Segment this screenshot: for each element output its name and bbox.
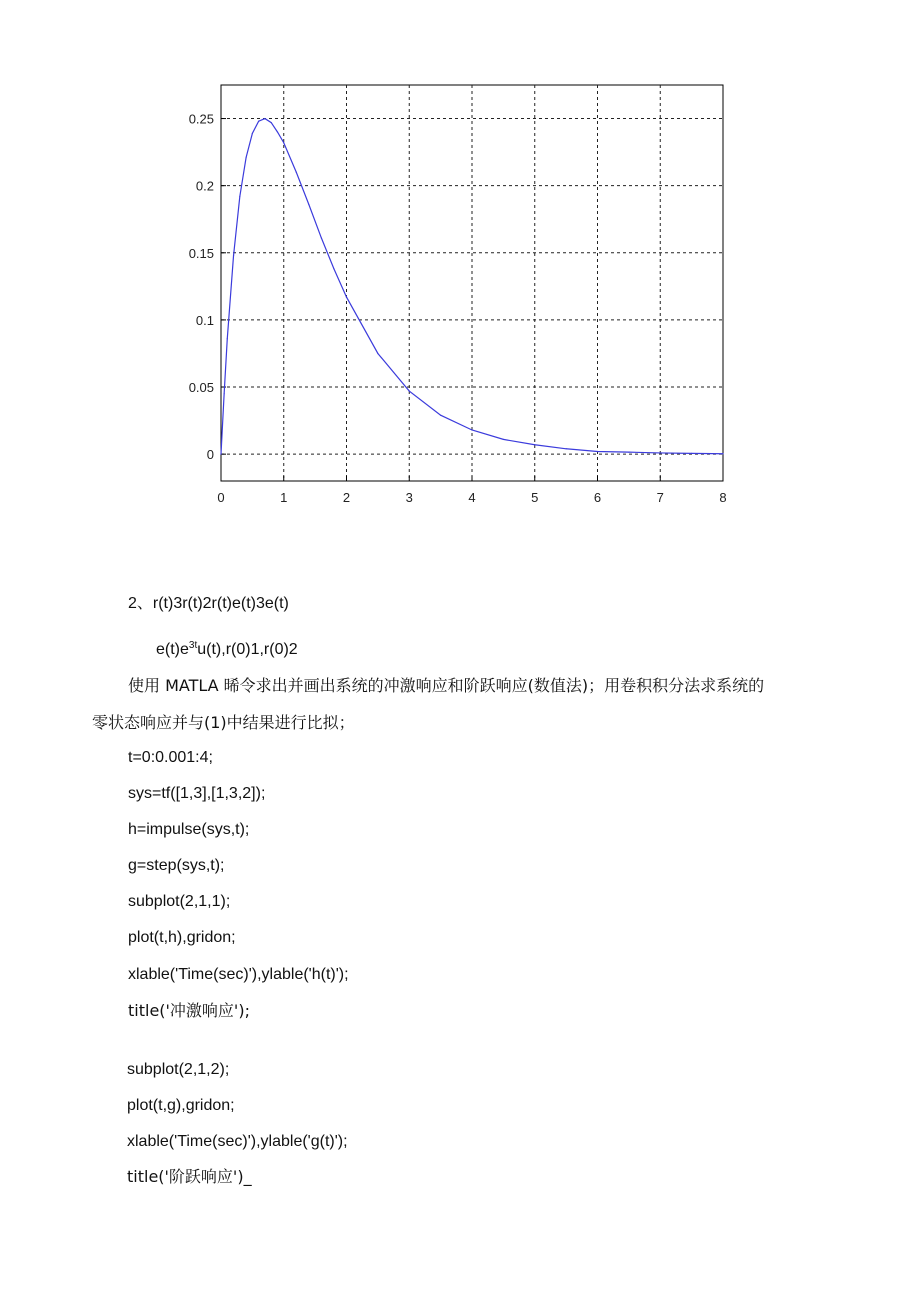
data-point [409, 390, 410, 391]
data-point [566, 448, 567, 449]
x-tick-label: 8 [719, 490, 727, 505]
data-point [691, 453, 692, 454]
x-tick-label: 4 [468, 490, 476, 505]
data-point [534, 444, 535, 445]
data-point [271, 122, 272, 123]
data-point [440, 415, 441, 416]
code-line: title('冲激响应'); [128, 1001, 250, 1020]
y-tick-label: 0.05 [188, 380, 214, 396]
data-point [246, 157, 247, 158]
x-tick-label: 3 [405, 490, 413, 505]
task-paragraph-line-1: 使用 MATLA 晞令求出并画出系统的冲激响应和阶跃响应(数值法)；用卷积积分法求系统的 [128, 676, 765, 695]
data-point [220, 454, 221, 455]
y-tick-label: 0.1 [195, 312, 214, 328]
data-point [628, 452, 629, 453]
data-point [597, 451, 598, 452]
x-tick-label: 6 [593, 490, 602, 505]
code-line: title('阶跃响应')_ [127, 1167, 252, 1186]
conditions-prefix: e(t)e [156, 641, 189, 658]
data-point [321, 237, 322, 238]
code-line: h=impulse(sys,t); [128, 821, 250, 838]
y-tick-label: 0 [206, 447, 214, 463]
code-line: plot(t,h),gridon; [128, 929, 236, 946]
data-point [660, 452, 661, 453]
data-point [252, 133, 253, 134]
data-point [308, 204, 309, 205]
data-point [471, 429, 472, 430]
x-tick-label: 7 [656, 490, 664, 505]
code-line: subplot(2,1,2); [127, 1061, 230, 1078]
data-point [264, 118, 265, 119]
code-line: xlable('Time(sec)'),ylable('g(t)'); [127, 1133, 348, 1150]
data-point [283, 142, 284, 143]
data-point [233, 255, 234, 256]
y-tick-label: 0.2 [195, 178, 214, 194]
data-point [722, 453, 723, 454]
data-point [227, 338, 228, 339]
impulse-response-plot [180, 75, 740, 515]
data-point [277, 131, 278, 132]
problem-statement: 2、r(t)3r(t)2r(t)e(t)3e(t) [128, 595, 289, 612]
x-tick-label: 5 [531, 490, 539, 505]
data-point [377, 353, 378, 354]
data-point [224, 393, 225, 394]
y-tick-label: 0.25 [188, 111, 214, 127]
conditions-suffix: u(t),r(0)1,r(0)2 [197, 641, 298, 658]
code-line: plot(t,g),gridon; [127, 1097, 235, 1114]
x-tick-label: 1 [280, 490, 288, 505]
data-point [503, 439, 504, 440]
data-point [346, 296, 347, 297]
data-point [333, 268, 334, 269]
x-tick-label: 2 [342, 490, 351, 505]
data-point [296, 172, 297, 173]
y-tick-label: 0.15 [188, 245, 214, 261]
code-line: t=0:0.001:4; [128, 749, 213, 766]
exponent: 3t [188, 640, 198, 651]
code-line: g=step(sys,t); [128, 857, 225, 874]
initial-conditions [156, 636, 298, 660]
code-line: sys=tf([1,3],[1,3,2]); [128, 785, 266, 802]
task-paragraph-line-2: 零状态响应并与(1)中结果进行比拟； [92, 713, 355, 732]
data-point [239, 196, 240, 197]
code-line: subplot(2,1,1); [128, 893, 231, 910]
x-tick-label: 0 [217, 490, 225, 505]
data-point [258, 121, 259, 122]
code-line: xlable('Time(sec)'),ylable('h(t)'); [128, 966, 349, 983]
